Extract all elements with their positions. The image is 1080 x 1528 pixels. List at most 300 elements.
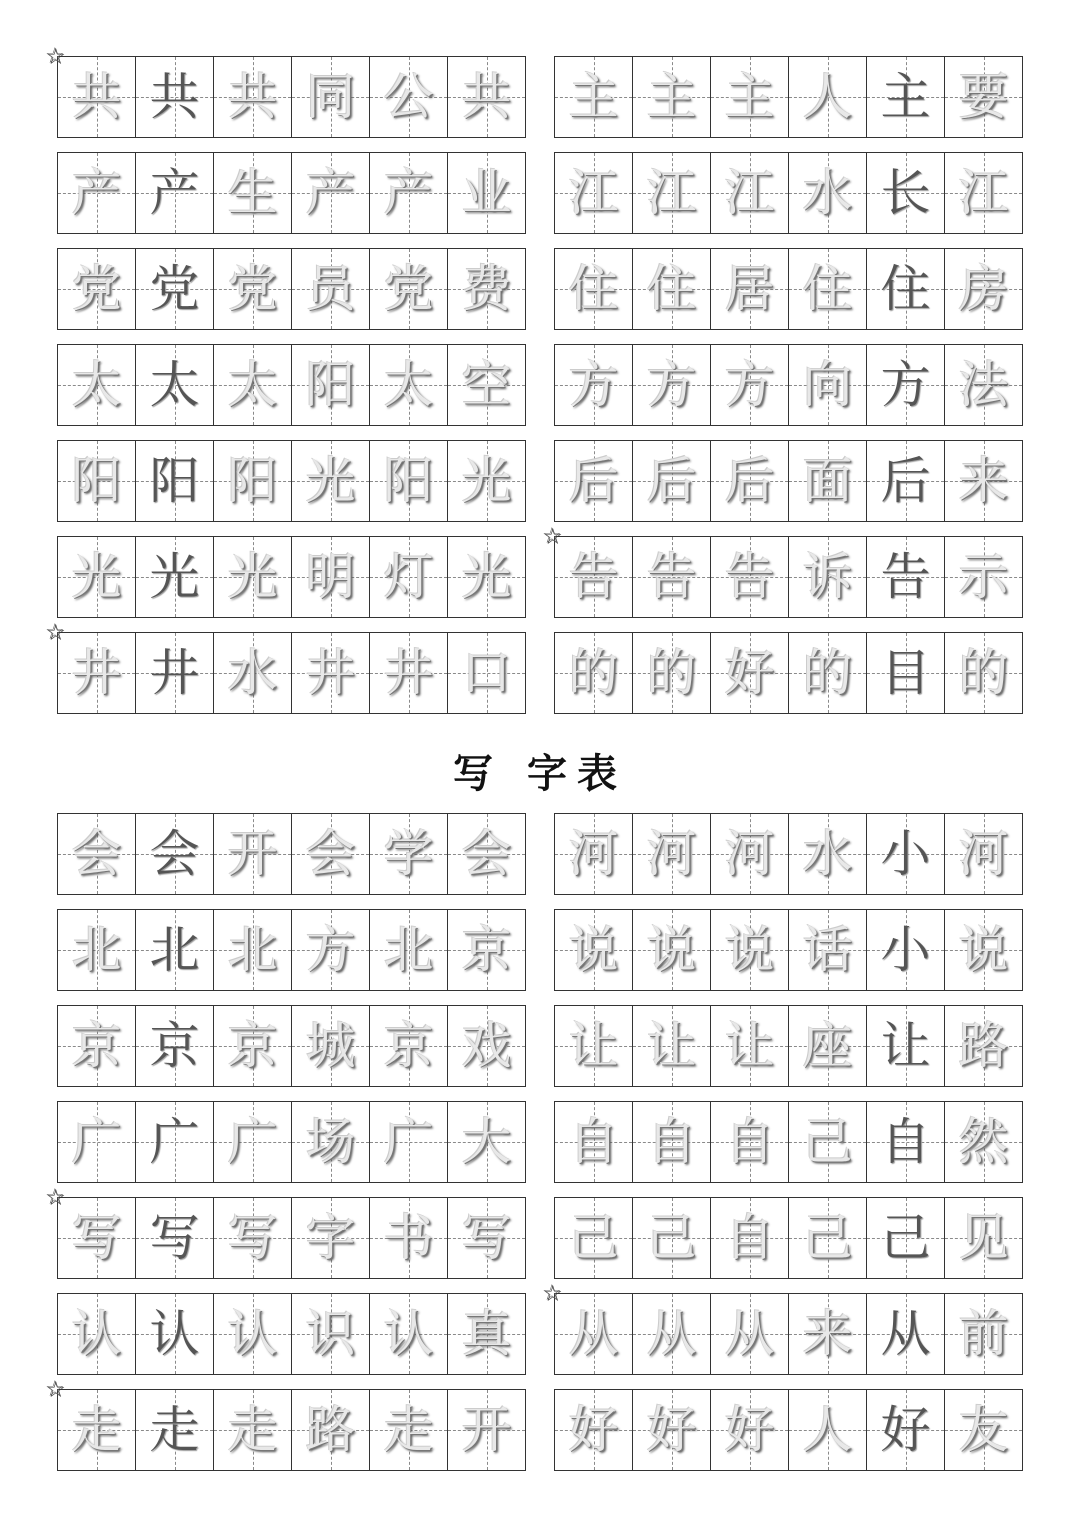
recognize-characters-section — [0, 44, 1080, 728]
character-cell[interactable] — [214, 249, 292, 329]
tracing-character: 产 — [383, 164, 434, 222]
character-cell[interactable] — [867, 1006, 945, 1086]
tracing-character: 太 — [227, 356, 278, 414]
tracing-character: 走 — [149, 1401, 200, 1459]
character-cell[interactable] — [867, 153, 945, 233]
character-cell[interactable] — [448, 345, 526, 425]
character-cell[interactable] — [555, 537, 633, 617]
character-cell[interactable] — [292, 1198, 370, 1278]
character-cell[interactable] — [555, 153, 633, 233]
tracing-character: 水 — [802, 825, 853, 883]
character-cell[interactable] — [867, 441, 945, 521]
tracing-character: 开 — [461, 1401, 512, 1459]
tracing-character: 光 — [71, 548, 122, 606]
tracing-character: 太 — [149, 356, 200, 414]
tracing-character: 党 — [383, 260, 434, 318]
character-cell[interactable] — [633, 537, 711, 617]
tianzige-grid-right — [554, 1005, 1023, 1087]
tracing-character: 井 — [383, 644, 434, 702]
character-cell[interactable] — [711, 345, 789, 425]
tracing-character: 房 — [958, 260, 1009, 318]
character-cell[interactable] — [136, 345, 214, 425]
character-cell[interactable] — [711, 814, 789, 894]
character-cell[interactable] — [633, 153, 711, 233]
character-cell[interactable] — [867, 345, 945, 425]
character-cell[interactable] — [711, 441, 789, 521]
character-cell[interactable] — [214, 537, 292, 617]
character-cell[interactable] — [945, 153, 1023, 233]
practice-row — [0, 344, 1080, 426]
tianzige-grid-left — [57, 1101, 526, 1183]
tracing-character: 江 — [724, 164, 775, 222]
character-cell[interactable] — [711, 910, 789, 990]
character-cell[interactable] — [136, 633, 214, 713]
tracing-character: 光 — [305, 452, 356, 510]
tracing-character: 走 — [227, 1401, 278, 1459]
character-cell[interactable] — [370, 249, 448, 329]
tianzige-grid-right — [554, 813, 1023, 895]
character-cell[interactable] — [633, 1390, 711, 1470]
character-cell[interactable] — [214, 153, 292, 233]
character-cell[interactable] — [555, 1198, 633, 1278]
character-cell[interactable] — [789, 57, 867, 137]
character-cell[interactable] — [555, 249, 633, 329]
tracing-character: 广 — [149, 1113, 200, 1171]
character-cell[interactable] — [867, 1198, 945, 1278]
tianzige-grid-left — [57, 536, 526, 618]
character-cell[interactable] — [711, 57, 789, 137]
character-cell[interactable] — [448, 537, 526, 617]
star-icon: ☆ — [542, 524, 562, 549]
character-cell[interactable] — [370, 1102, 448, 1182]
character-cell[interactable] — [945, 1294, 1023, 1374]
character-cell[interactable] — [633, 633, 711, 713]
tianzige-grid-right — [554, 1101, 1023, 1183]
character-cell[interactable] — [370, 633, 448, 713]
character-cell[interactable] — [633, 1102, 711, 1182]
character-cell[interactable] — [214, 1294, 292, 1374]
tracing-character: 字 — [305, 1209, 356, 1267]
tracing-character: 友 — [958, 1401, 1009, 1459]
tracing-character: 会 — [71, 825, 122, 883]
character-cell[interactable] — [58, 1006, 136, 1086]
character-cell[interactable] — [136, 1198, 214, 1278]
tracing-character: 告 — [568, 548, 619, 606]
character-cell[interactable] — [867, 633, 945, 713]
tracing-character: 开 — [227, 825, 278, 883]
character-cell[interactable] — [58, 910, 136, 990]
character-cell[interactable] — [448, 814, 526, 894]
character-cell[interactable] — [789, 1198, 867, 1278]
tracing-character: 产 — [149, 164, 200, 222]
character-cell[interactable] — [789, 1102, 867, 1182]
character-cell[interactable] — [370, 57, 448, 137]
character-cell[interactable] — [214, 1198, 292, 1278]
star-icon: ☆ — [45, 620, 65, 645]
tracing-character: 己 — [880, 1209, 931, 1267]
character-cell[interactable] — [58, 1294, 136, 1374]
character-cell[interactable] — [58, 441, 136, 521]
character-cell[interactable] — [58, 814, 136, 894]
character-cell[interactable] — [945, 1102, 1023, 1182]
tracing-character: 的 — [568, 644, 619, 702]
tracing-character: 己 — [646, 1209, 697, 1267]
character-cell[interactable] — [711, 633, 789, 713]
character-cell[interactable] — [711, 537, 789, 617]
character-cell[interactable] — [58, 1198, 136, 1278]
tracing-character: 让 — [646, 1017, 697, 1075]
tracing-character: 好 — [724, 1401, 775, 1459]
character-cell[interactable] — [448, 249, 526, 329]
character-cell[interactable] — [711, 153, 789, 233]
character-cell[interactable] — [292, 537, 370, 617]
character-cell[interactable] — [945, 1390, 1023, 1470]
tianzige-grid-right — [554, 56, 1023, 138]
tracing-character: 说 — [568, 921, 619, 979]
character-cell[interactable] — [136, 441, 214, 521]
character-cell[interactable] — [555, 1102, 633, 1182]
character-cell[interactable] — [214, 633, 292, 713]
character-cell[interactable] — [448, 1102, 526, 1182]
tracing-character: 好 — [724, 644, 775, 702]
practice-row — [0, 909, 1080, 991]
tracing-character: 方 — [724, 356, 775, 414]
tracing-character: 京 — [383, 1017, 434, 1075]
tianzige-grid-right — [554, 440, 1023, 522]
tracing-character: 河 — [724, 825, 775, 883]
character-cell[interactable] — [58, 57, 136, 137]
tracing-character: 广 — [71, 1113, 122, 1171]
character-cell[interactable] — [633, 1198, 711, 1278]
character-cell[interactable] — [136, 1294, 214, 1374]
tracing-character: 向 — [802, 356, 853, 414]
character-cell[interactable] — [945, 537, 1023, 617]
character-cell[interactable] — [292, 249, 370, 329]
tianzige-grid-left — [57, 152, 526, 234]
character-cell[interactable] — [292, 1006, 370, 1086]
tracing-character: 真 — [461, 1305, 512, 1363]
tracing-character: 京 — [71, 1017, 122, 1075]
tracing-character: 告 — [724, 548, 775, 606]
tracing-character: 场 — [305, 1113, 356, 1171]
tracing-character: 从 — [724, 1305, 775, 1363]
character-cell[interactable] — [789, 910, 867, 990]
character-cell[interactable] — [292, 1102, 370, 1182]
tracing-character: 城 — [305, 1017, 356, 1075]
tracing-character: 京 — [149, 1017, 200, 1075]
character-cell[interactable] — [58, 345, 136, 425]
character-cell[interactable] — [370, 537, 448, 617]
character-cell[interactable] — [370, 153, 448, 233]
tracing-character: 好 — [880, 1401, 931, 1459]
character-cell[interactable] — [945, 814, 1023, 894]
character-cell[interactable] — [58, 153, 136, 233]
tracing-character: 的 — [802, 644, 853, 702]
practice-row — [0, 1005, 1080, 1087]
tracing-character: 己 — [568, 1209, 619, 1267]
practice-row — [0, 1281, 1080, 1375]
tracing-character: 水 — [802, 164, 853, 222]
tracing-character: 员 — [305, 260, 356, 318]
practice-row — [0, 152, 1080, 234]
tianzige-grid-right — [554, 248, 1023, 330]
character-cell[interactable] — [867, 537, 945, 617]
tracing-character: 口 — [461, 644, 512, 702]
tracing-character: 说 — [958, 921, 1009, 979]
tracing-character: 光 — [461, 548, 512, 606]
tianzige-grid-right — [554, 1293, 1023, 1375]
character-cell[interactable] — [448, 633, 526, 713]
character-cell[interactable] — [789, 633, 867, 713]
tracing-character: 让 — [568, 1017, 619, 1075]
character-cell[interactable] — [711, 1390, 789, 1470]
character-cell[interactable] — [945, 633, 1023, 713]
character-cell[interactable] — [136, 153, 214, 233]
character-cell[interactable] — [555, 1294, 633, 1374]
character-cell[interactable] — [789, 153, 867, 233]
tracing-character: 方 — [568, 356, 619, 414]
character-cell[interactable] — [370, 814, 448, 894]
character-cell[interactable] — [448, 1006, 526, 1086]
character-cell[interactable] — [136, 537, 214, 617]
tracing-character: 京 — [461, 921, 512, 979]
character-cell[interactable] — [214, 57, 292, 137]
tracing-character: 方 — [880, 356, 931, 414]
tracing-character: 自 — [646, 1113, 697, 1171]
tracing-character: 写 — [461, 1209, 512, 1267]
star-icon: ☆ — [45, 1377, 65, 1402]
character-cell[interactable] — [945, 441, 1023, 521]
character-cell[interactable] — [867, 814, 945, 894]
character-cell[interactable] — [789, 345, 867, 425]
tianzige-grid-left — [57, 1197, 526, 1279]
tracing-character: 北 — [71, 921, 122, 979]
character-cell[interactable] — [370, 1198, 448, 1278]
tracing-character: 人 — [802, 68, 853, 126]
tianzige-grid-right — [554, 536, 1023, 618]
character-cell[interactable] — [448, 1294, 526, 1374]
character-cell[interactable] — [633, 441, 711, 521]
tracing-character: 前 — [958, 1305, 1009, 1363]
character-cell[interactable] — [555, 1006, 633, 1086]
character-cell[interactable] — [633, 910, 711, 990]
character-cell[interactable] — [292, 1294, 370, 1374]
tracing-character: 让 — [880, 1017, 931, 1075]
tianzige-grid-left — [57, 1293, 526, 1375]
character-cell[interactable] — [789, 814, 867, 894]
tracing-character: 住 — [802, 260, 853, 318]
character-cell[interactable] — [448, 57, 526, 137]
write-characters-section — [0, 813, 1080, 1485]
character-cell[interactable] — [448, 441, 526, 521]
tianzige-grid-left — [57, 1005, 526, 1087]
character-cell[interactable] — [945, 1198, 1023, 1278]
tracing-character: 法 — [958, 356, 1009, 414]
character-cell[interactable] — [448, 1390, 526, 1470]
tracing-character: 共 — [149, 68, 200, 126]
tracing-character: 目 — [880, 644, 931, 702]
character-cell[interactable] — [945, 345, 1023, 425]
character-cell[interactable] — [136, 1390, 214, 1470]
tracing-character: 费 — [461, 260, 512, 318]
character-cell[interactable] — [711, 1294, 789, 1374]
character-cell[interactable] — [867, 57, 945, 137]
character-cell[interactable] — [633, 1006, 711, 1086]
character-cell[interactable] — [633, 1294, 711, 1374]
tracing-character: 光 — [227, 548, 278, 606]
character-cell[interactable] — [555, 814, 633, 894]
character-cell[interactable] — [555, 910, 633, 990]
character-cell[interactable] — [370, 910, 448, 990]
character-cell[interactable] — [633, 249, 711, 329]
tracing-character: 会 — [305, 825, 356, 883]
character-cell[interactable] — [711, 249, 789, 329]
tracing-character: 共 — [71, 68, 122, 126]
practice-row — [0, 524, 1080, 618]
character-cell[interactable] — [214, 814, 292, 894]
character-cell[interactable] — [136, 1102, 214, 1182]
tracing-character: 从 — [568, 1305, 619, 1363]
character-cell[interactable] — [370, 1006, 448, 1086]
character-cell[interactable] — [867, 910, 945, 990]
tianzige-grid-right — [554, 1197, 1023, 1279]
character-cell[interactable] — [58, 537, 136, 617]
tracing-character: 后 — [646, 452, 697, 510]
tracing-character: 主 — [646, 68, 697, 126]
tianzige-grid-right — [554, 632, 1023, 714]
star-icon: ☆ — [542, 1281, 562, 1306]
character-cell[interactable] — [867, 1294, 945, 1374]
tracing-character: 自 — [724, 1209, 775, 1267]
tracing-character: 路 — [958, 1017, 1009, 1075]
tracing-character: 告 — [646, 548, 697, 606]
character-cell[interactable] — [633, 57, 711, 137]
character-cell[interactable] — [292, 814, 370, 894]
character-cell[interactable] — [867, 1390, 945, 1470]
character-cell[interactable] — [867, 249, 945, 329]
tracing-character: 自 — [724, 1113, 775, 1171]
tianzige-grid-right — [554, 1389, 1023, 1471]
character-cell[interactable] — [789, 1294, 867, 1374]
character-cell[interactable] — [370, 1390, 448, 1470]
tracing-character: 井 — [149, 644, 200, 702]
character-cell[interactable] — [292, 910, 370, 990]
tracing-character: 示 — [958, 548, 1009, 606]
character-cell[interactable] — [58, 1102, 136, 1182]
character-cell[interactable] — [448, 153, 526, 233]
character-cell[interactable] — [136, 910, 214, 990]
character-cell[interactable] — [448, 1198, 526, 1278]
character-cell[interactable] — [136, 57, 214, 137]
character-cell[interactable] — [945, 1006, 1023, 1086]
character-cell[interactable] — [58, 249, 136, 329]
practice-row — [0, 1185, 1080, 1279]
character-cell[interactable] — [292, 633, 370, 713]
character-cell[interactable] — [292, 57, 370, 137]
tracing-character: 党 — [227, 260, 278, 318]
character-cell[interactable] — [711, 1198, 789, 1278]
tracing-character: 自 — [568, 1113, 619, 1171]
character-cell[interactable] — [292, 441, 370, 521]
character-cell[interactable] — [945, 249, 1023, 329]
character-cell[interactable] — [555, 345, 633, 425]
tracing-character: 阳 — [71, 452, 122, 510]
character-cell[interactable] — [292, 1390, 370, 1470]
character-cell[interactable] — [789, 1390, 867, 1470]
tracing-character: 河 — [958, 825, 1009, 883]
character-cell[interactable] — [214, 345, 292, 425]
character-cell[interactable] — [711, 1102, 789, 1182]
tracing-character: 江 — [646, 164, 697, 222]
tracing-character: 说 — [724, 921, 775, 979]
character-cell[interactable] — [370, 345, 448, 425]
character-cell[interactable] — [136, 249, 214, 329]
tracing-character: 然 — [958, 1113, 1009, 1171]
tracing-character: 己 — [802, 1113, 853, 1171]
character-cell[interactable] — [214, 910, 292, 990]
character-cell[interactable] — [789, 441, 867, 521]
character-cell[interactable] — [214, 1102, 292, 1182]
tianzige-grid-left — [57, 248, 526, 330]
character-cell[interactable] — [633, 814, 711, 894]
tracing-character: 小 — [880, 921, 931, 979]
character-cell[interactable] — [945, 910, 1023, 990]
character-cell[interactable] — [214, 1006, 292, 1086]
character-cell[interactable] — [214, 1390, 292, 1470]
character-cell[interactable] — [136, 814, 214, 894]
character-cell[interactable] — [292, 345, 370, 425]
character-cell[interactable] — [555, 1390, 633, 1470]
practice-row — [0, 1377, 1080, 1471]
character-cell[interactable] — [370, 1294, 448, 1374]
character-cell[interactable] — [370, 441, 448, 521]
tracing-character: 的 — [646, 644, 697, 702]
character-cell[interactable] — [448, 910, 526, 990]
tracing-character: 业 — [461, 164, 512, 222]
tianzige-grid-left — [57, 632, 526, 714]
character-cell[interactable] — [633, 345, 711, 425]
character-cell[interactable] — [292, 153, 370, 233]
tracing-character: 阳 — [305, 356, 356, 414]
character-cell[interactable] — [711, 1006, 789, 1086]
tracing-character: 产 — [305, 164, 356, 222]
character-cell[interactable] — [214, 441, 292, 521]
character-cell[interactable] — [555, 633, 633, 713]
tracing-character: 河 — [568, 825, 619, 883]
character-cell[interactable] — [136, 1006, 214, 1086]
tracing-character: 会 — [461, 825, 512, 883]
tianzige-grid-left — [57, 56, 526, 138]
character-cell[interactable] — [867, 1102, 945, 1182]
character-cell[interactable] — [58, 633, 136, 713]
character-cell[interactable] — [789, 1006, 867, 1086]
tracing-character: 江 — [958, 164, 1009, 222]
tracing-character: 太 — [383, 356, 434, 414]
character-cell[interactable] — [555, 441, 633, 521]
tracing-character: 来 — [802, 1305, 853, 1363]
tracing-character: 认 — [71, 1305, 122, 1363]
tracing-character: 阳 — [227, 452, 278, 510]
character-cell[interactable] — [555, 57, 633, 137]
practice-row — [0, 440, 1080, 522]
character-cell[interactable] — [789, 537, 867, 617]
character-cell[interactable] — [789, 249, 867, 329]
tracing-character: 座 — [802, 1017, 853, 1075]
star-icon: ☆ — [45, 44, 65, 69]
tracing-character: 诉 — [802, 548, 853, 606]
character-cell[interactable] — [58, 1390, 136, 1470]
character-cell[interactable] — [945, 57, 1023, 137]
